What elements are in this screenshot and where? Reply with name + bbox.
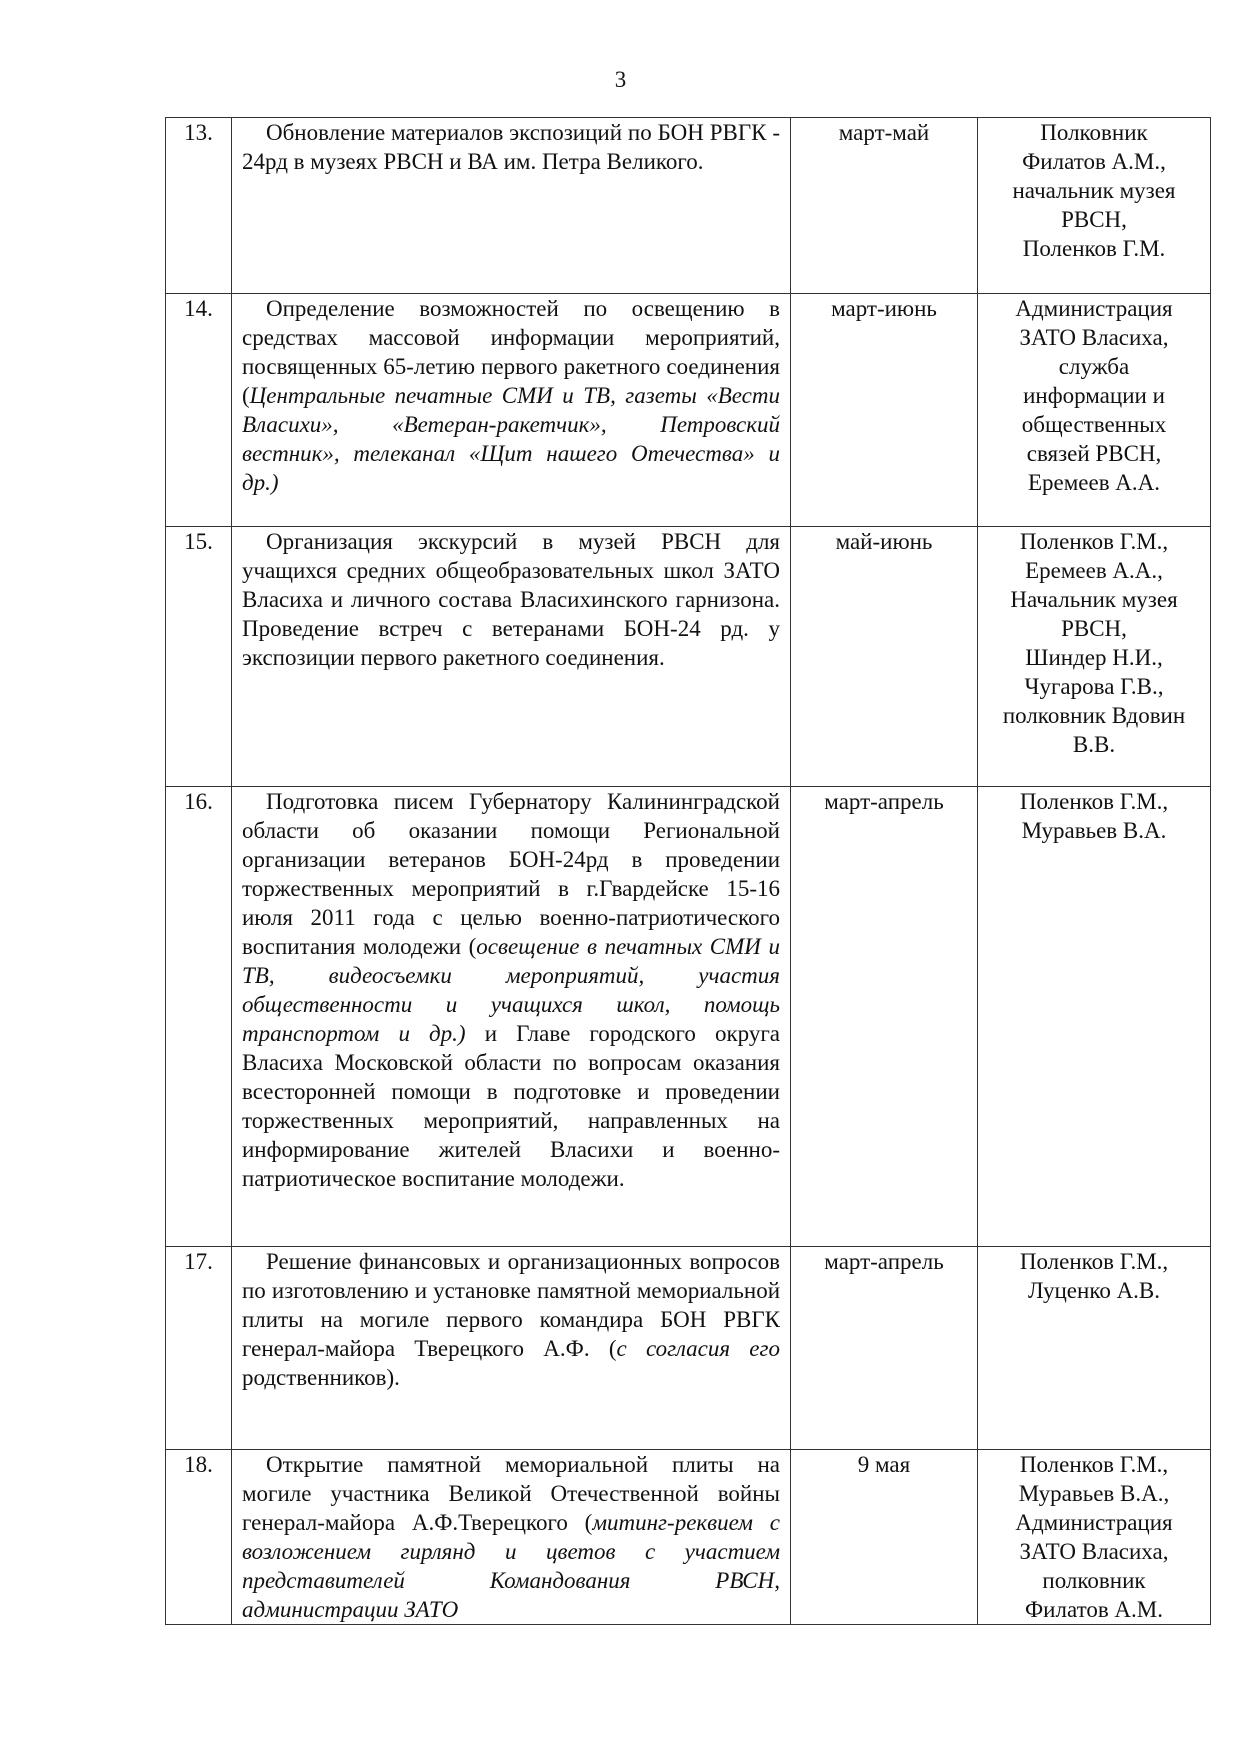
row-date: март-май [791, 118, 978, 294]
description-italic: Центральные печатные СМИ и ТВ, газеты «Вести Власихи», «Ветеран-ракетчик», Петровский вестник», телеканал «Щит нашего Отечества» и др.) [242, 383, 780, 495]
description-text-continued: родственников). [242, 1365, 400, 1390]
responsible-line: начальник музея [1012, 178, 1176, 203]
page-number: 3 [614, 67, 627, 92]
responsible-line: Администрация [1015, 296, 1173, 321]
row-description [232, 527, 791, 787]
responsible-line: ЗАТО Власиха, [1019, 1539, 1169, 1564]
row-description [232, 1450, 791, 1625]
description-text: Обновление материалов экспозиций по БОН РВГК - 24рд в музеях РВСН и ВА им. Петра Великого. [242, 120, 780, 174]
table-row [166, 1247, 1211, 1450]
row-description [232, 1247, 791, 1450]
description-italic: митинг-реквием с возложением гирлянд и цветов с участием представителей Командования РВСН, администрации ЗАТО [242, 1510, 780, 1622]
row-responsible [978, 294, 1211, 527]
table-row [166, 787, 1211, 1247]
responsible-line: Начальник музея [1010, 587, 1178, 612]
row-date: май-июнь [791, 527, 978, 787]
responsible-line: РВСН, [1061, 207, 1127, 232]
description-text: Решение финансовых и организационных вопросов по изготовлению и установке памятной мемориальной плиты на могиле первого командира БОН РВГК генерал-майора Тверецкого А.Ф. ( [242, 1249, 780, 1361]
responsible-line: служба [1058, 354, 1130, 379]
row-date: март-апрель [791, 787, 978, 1247]
responsible-line: связей РВСН, [1026, 441, 1162, 466]
description-text: Определение возможностей по освещению в средствах массовой информации мероприятий, посвященных 65-летию первого ракетного соединения ( [242, 296, 780, 408]
responsible-line: Филатов А.М. [1025, 1597, 1163, 1622]
responsible-line: ЗАТО Власиха, [1019, 325, 1169, 350]
row-date: март-июнь [791, 294, 978, 527]
row-description [232, 294, 791, 527]
responsible-line: Полковник [1040, 120, 1148, 145]
row-responsible [978, 1450, 1211, 1625]
row-date: март-апрель [791, 1247, 978, 1450]
responsible-line: Муравьев В.А. [1021, 818, 1167, 843]
row-responsible [978, 527, 1211, 787]
description-text: Открытие памятной мемориальной плиты на могиле участника Великой Отечественной войны генерал-майора А.Ф.Тверецкого ( [242, 1452, 780, 1535]
responsible-line: Еремеев А.А. [1027, 470, 1161, 495]
row-number: 13. [166, 118, 232, 294]
row-responsible [978, 787, 1211, 1247]
responsible-line: общественных [1021, 412, 1167, 437]
responsible-line: Поленков Г.М., [1019, 1249, 1169, 1274]
responsible-line: Муравьев В.А., [1018, 1481, 1170, 1506]
row-number: 15. [166, 527, 232, 787]
description-text: Организация экскурсий в музей РВСН для учащихся средних общеобразовательных школ ЗАТО Власиха и личного состава Власихинского гарнизона. Проведение встреч с ветеранами БОН-24 рд. у экспозиции первого ракетного соединения. [242, 529, 780, 670]
responsible-line: Поленков Г.М., [1019, 789, 1169, 814]
description-italic: освещение в печатных СМИ и ТВ, видеосъемки мероприятий, участия общественности и учащихся школ, помощь транспортом и др.) [242, 934, 780, 1046]
description-text: Подготовка писем Губернатору Калининградской области об оказании помощи Региональной организации ветеранов БОН-24рд в проведении торжественных мероприятий в г.Гвардейске 15-16 июля 2011 года с целью военно-патриотического воспитания молодежи ( [242, 789, 780, 959]
row-number: 16. [166, 787, 232, 1247]
row-responsible [978, 1247, 1211, 1450]
responsible-line: Филатов А.М., [1022, 149, 1166, 174]
responsible-line: Чугарова Г.В., [1024, 674, 1164, 699]
responsible-line: Еремеев А.А., [1025, 558, 1163, 583]
row-description [232, 787, 791, 1247]
table-row [166, 118, 1211, 294]
table-row [166, 527, 1211, 787]
responsible-line: Луценко А.В. [1027, 1278, 1161, 1303]
row-number: 17. [166, 1247, 232, 1450]
row-date: 9 мая [791, 1450, 978, 1625]
responsible-line: Администрация [1015, 1510, 1173, 1535]
responsible-line: Поленков Г.М., [1019, 529, 1169, 554]
responsible-line: Шиндер Н.И., [1025, 645, 1163, 670]
row-number: 14. [166, 294, 232, 527]
row-responsible [978, 118, 1211, 294]
responsible-line: В.В. [1072, 732, 1116, 757]
row-description [232, 118, 791, 294]
description-italic: с согласия его [616, 1336, 780, 1361]
row-number: 18. [166, 1450, 232, 1625]
responsible-line: полковник [1042, 1568, 1146, 1593]
table-row [166, 294, 1211, 527]
responsible-line: информации и [1023, 383, 1165, 408]
responsible-line: Поленков Г.М. [1022, 236, 1166, 261]
events-table [165, 117, 1211, 1625]
description-text-continued: и Главе городского округа Власиха Московской области по вопросам оказания всесторонней помощи в подготовке и проведении торжественных мероприятий, направленных на информирование жителей Власихи и военно-патриотическое воспитание молодежи. [242, 1021, 780, 1191]
responsible-line: Поленков Г.М., [1019, 1452, 1169, 1477]
responsible-line: РВСН, [1061, 616, 1127, 641]
table-row [166, 1450, 1211, 1625]
responsible-line: полковник Вдовин [1002, 703, 1186, 728]
